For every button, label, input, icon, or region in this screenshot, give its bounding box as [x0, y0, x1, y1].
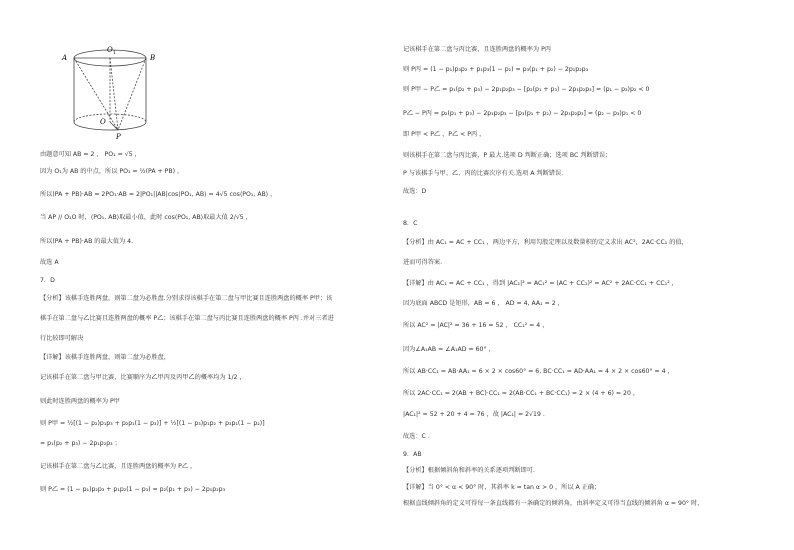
question-number: 9．AB [403, 451, 422, 458]
question-number: 7．D [40, 277, 55, 284]
text-line: 则此时连胜两盘的概率为 P甲 [40, 398, 120, 405]
text-line: P 与该棋手与甲、乙、丙的比赛次序有关.选项 A 判断错误. [403, 170, 564, 177]
formula-line: = p₁(p₂ + p₃) − 2p₁p₂p₃ ； [40, 440, 121, 447]
text-line: 行比较即可解决 [40, 335, 84, 342]
bottom-ellipse-front [74, 122, 146, 130]
label-o1-sub: 1 [113, 51, 116, 56]
analysis-line: 【分析】由 AC₁ = AC + CC₁ ，两边平方，利用勾股定理以及数量积的定义求出 AC²，2AC·CC₁ 的值， [403, 239, 688, 246]
detail-line: 【详解】该棋手连胜两盘，则第二盘为必胜盘， [40, 354, 170, 361]
text-line: 所以(PA + PB)·AB = 2PO₁·AB = 2|PO₁||AB|cos⟨PO₁, AB⟩ = 4√5 cos⟨PO₁, AB⟩ ， [40, 191, 277, 198]
formula-line: P乙 − P丙 = p₂(p₁ + p₃) − 2p₁p₂p₃ − [p₃(p₁ + p₂) − 2p₁p₂p₃] = (p₂ − p₃)p₁ < 0 [403, 110, 642, 117]
formula-line: 所以 AC² = |AC|² = 36 + 16 = 52 ， CC₁² = 4 ， [403, 322, 549, 329]
formula-line: |AC₁|² = 52 + 20 + 4 = 76 ，故 |AC₁| = 2√19 . [403, 411, 545, 418]
text-line: 棋手在第二盘与乙比赛且连胜两盘的概率 P乙；该棋手在第二盘与丙比赛且连胜两盘的概率 P丙 .并对三者进 [40, 315, 334, 322]
text-line: 记该棋手在第二盘与丙比赛，且连胜两盘的概率为 P丙 [403, 46, 552, 53]
text-line: 记该棋手在第二盘与乙比赛，且连胜两盘的概率为 P乙 ， [40, 463, 197, 470]
text-line: 当 AP // O₁O 时，⟨PO₁, AB⟩取最小值，此时 cos⟨PO₁, AB⟩取最大值 2/√5 ， [40, 214, 252, 221]
text-line: 因为∠A₁AB = ∠A₁AD = 60° ， [403, 346, 495, 353]
formula-line: 所以 AB·CC₁ = AB·AA₁ = 6 × 2 × cos60° = 6, BC·CC₁ = AD·AA₁ = 4 × 2 × cos60° = 4 ， [403, 368, 674, 375]
text-line: 即 P甲 < P乙 ，P乙 < P丙 ， [403, 131, 486, 138]
label-a: A [62, 54, 68, 62]
segment-op [110, 122, 118, 130]
segment-pb [118, 58, 146, 130]
cylinder-figure [50, 40, 170, 145]
text-line: 由题意可知 AB = 2 ， PO₁ = √5 ， [40, 151, 141, 158]
text-line: 所以(PA + PB)·AB 的最大值为 4. [40, 238, 134, 245]
text-line: 故选 A [40, 259, 59, 266]
text-line: 记该棋手在第二盘与甲比赛，比赛顺序为乙甲丙及丙甲乙的概率均为 1/2 ， [40, 374, 246, 381]
formula-line: 则 P乙 = (1 − p₁)p₂p₃ + p₁p₂(1 − p₃) = p₂(p₁ + p₃) − 2p₁p₂p₃ [40, 486, 226, 493]
text-line: 故选：D [403, 188, 427, 195]
text-line: 故选：C . [403, 433, 430, 440]
label-o1: O [107, 46, 113, 54]
label-p: P [116, 133, 121, 141]
formula-line: 所以 2AC·CC₁ = 2(AB + BC)·CC₁ = 2(AB·CC₁ + BC·CC₁) = 2 × (4 + 6) = 20 ， [403, 390, 640, 397]
text-line: 根据直线倾斜角的定义可得每一条直线都有一条确定的倾斜角，由斜率定义可得当直线的倾斜角 α = 90° 时， [403, 500, 704, 507]
question-number: 8．C [403, 220, 418, 227]
formula-line: 则 P甲 = ½[(1 − p₂)p₁p₃ + p₂p₁(1 − p₃)] + ½[(1 − p₃)p₁p₂ + p₃p₁(1 − p₂)] [40, 420, 265, 427]
label-b: B [150, 54, 156, 62]
detail-line: 【详解】由 AC₁ = AC + CC₁ ，得到 |AC₁|² = AC₁² = (AC + CC₁)² = AC² + 2AC·CC₁ + CC₁² ， [403, 280, 678, 287]
text-line: 则该棋手在第二盘与丙比赛，P 最大.选项 D 判断正确；选项 BC 判断错误； [403, 152, 612, 159]
formula-line: 则 P甲 − P乙 = p₁(p₂ + p₃) − 2p₁p₂p₃ − [p₂(p₁ + p₃) − 2p₁p₂p₃] = (p₁ − p₃)p₂ < 0 [403, 86, 650, 93]
text-line: 因为 O₁为 AB 的中点，所以 PO₁ = ½(PA + PB) ， [40, 168, 184, 175]
analysis-line: 【分析】该棋手连胜两盘，则第二盘为必胜盘.分别求得该棋手在第二盘与甲比赛且连胜两盘的概率 P甲；该 [40, 295, 333, 302]
detail-line: 【详解】当 0° < α < 90° 时，其斜率 k = tan α > 0 ，所以 A 正确； [403, 484, 601, 491]
text-line: 因为底面 ABCD 是矩形，AB = 6 ， AD = 4, AA₁ = 2 ， [403, 300, 564, 307]
text-line: 进而可得答案. [403, 259, 443, 266]
formula-line: 则 P丙 = (1 − p₁)p₃p₂ + p₁p₃(1 − p₂) = p₃(p₁ + p₂) − 2p₁p₂p₃ [403, 66, 589, 73]
label-o: O [100, 118, 106, 126]
analysis-line: 【分析】根据倾斜角和斜率的关系逐项判断即可. [403, 467, 535, 474]
